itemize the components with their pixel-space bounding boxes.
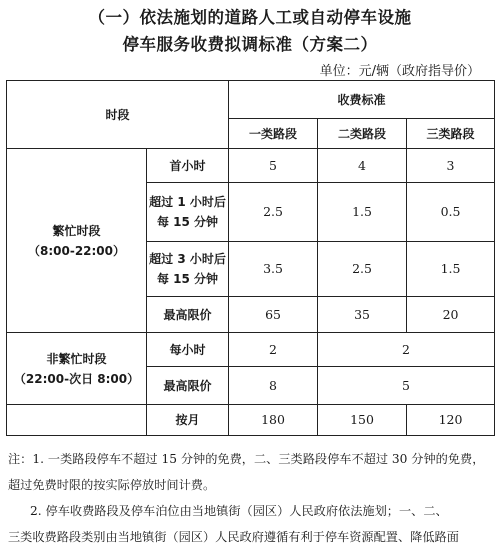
title-line-2: 停车服务收费拟调标准（方案二） xyxy=(122,35,378,54)
cell-busy-over1h-class2: 1.5 xyxy=(318,183,407,242)
note-line-1: 注：1. 一类路段停车不超过 15 分钟的免费，二、三类路段停车不超过 30 分钟的免费， xyxy=(8,452,485,466)
cell-busy-over1h-class1: 2.5 xyxy=(229,183,318,242)
busy-item-over-3h-line2: 每 15 分钟 xyxy=(156,272,219,286)
cell-busy-over3h-class2: 2.5 xyxy=(318,242,407,297)
col-header-class-3: 三类路段 xyxy=(407,119,495,149)
cell-monthly-class1: 180 xyxy=(229,405,318,436)
nonbusy-period-cell xyxy=(7,333,147,405)
note-line-3: 2. 停车收费路段及停车泊位由当地镇街（园区）人民政府依法施划；一、二、 xyxy=(30,504,448,518)
busy-item-over-1h-line1: 超过 1 小时后 xyxy=(149,195,226,209)
cell-monthly-class3: 120 xyxy=(407,405,495,436)
busy-period-time: （8:00-22:00） xyxy=(27,243,126,258)
cell-busy-over1h-class3: 0.5 xyxy=(407,183,495,242)
cell-busy-first-class1: 5 xyxy=(229,149,318,183)
cell-busy-max-class3: 20 xyxy=(407,297,495,333)
nonbusy-item-max-price: 最高限价 xyxy=(147,367,229,405)
note-line-4: 三类收费路段类别由当地镇街（园区）人民政府遵循有利于停车资源配置、降低路面 xyxy=(8,530,459,544)
nonbusy-period-time: （22:00-次日 8:00） xyxy=(13,371,140,386)
cell-busy-over3h-class3: 1.5 xyxy=(407,242,495,297)
cell-nonbusy-max-class23: 5 xyxy=(318,367,495,405)
busy-item-over-1h xyxy=(147,183,229,242)
cell-nonbusy-hour-class1: 2 xyxy=(229,333,318,367)
cell-busy-first-class3: 3 xyxy=(407,149,495,183)
title-line-1: （一）依法施划的道路人工或自动停车设施 xyxy=(88,8,412,27)
busy-item-over-1h-line2: 每 15 分钟 xyxy=(156,215,219,229)
nonbusy-period-label: 非繁忙时段 xyxy=(46,351,107,366)
cell-nonbusy-hour-class23: 2 xyxy=(318,333,495,367)
nonbusy-item-per-hour: 每小时 xyxy=(147,333,229,367)
busy-item-first-hour: 首小时 xyxy=(147,149,229,183)
cell-busy-max-class1: 65 xyxy=(229,297,318,333)
notes-section xyxy=(8,446,494,550)
busy-period-cell xyxy=(7,149,147,333)
col-header-class-1: 一类路段 xyxy=(229,119,318,149)
busy-item-over-3h xyxy=(147,242,229,297)
cell-busy-max-class2: 35 xyxy=(318,297,407,333)
cell-busy-first-class2: 4 xyxy=(318,149,407,183)
note-line-2: 超过免费时限的按实际停放时间计费。 xyxy=(8,478,216,492)
col-header-class-2: 二类路段 xyxy=(318,119,407,149)
busy-item-max-price: 最高限价 xyxy=(147,297,229,333)
monthly-label: 按月 xyxy=(147,405,229,436)
header-standard: 收费标准 xyxy=(229,81,495,119)
busy-item-over-3h-line1: 超过 3 小时后 xyxy=(149,252,226,266)
header-period: 时段 xyxy=(7,81,229,149)
cell-monthly-class2: 150 xyxy=(318,405,407,436)
cell-busy-over3h-class1: 3.5 xyxy=(229,242,318,297)
fee-table xyxy=(6,80,495,436)
busy-period-label: 繁忙时段 xyxy=(52,223,101,238)
cell-nonbusy-max-class1: 8 xyxy=(229,367,318,405)
unit-label: 单位：元/辆（政府指导价） xyxy=(319,64,480,79)
monthly-blank-cell xyxy=(7,405,147,436)
